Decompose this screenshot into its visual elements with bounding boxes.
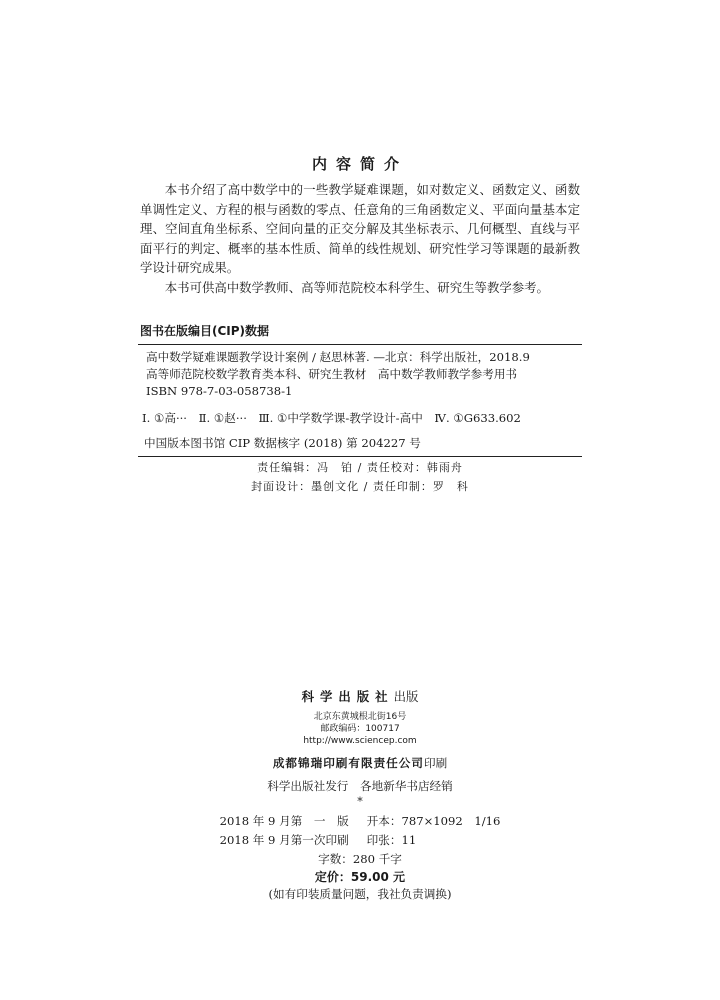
edition-row (220, 812, 501, 831)
quality-notice: (如有印装质量问题，我社负责调换) (268, 887, 452, 901)
publisher-name: 科学出版社 (301, 689, 394, 704)
format-size: 开本：787×1092 1/16 (366, 814, 501, 828)
print-sheets: 印张：11 (366, 833, 417, 847)
word-count: 字数：280 千字 (318, 852, 402, 866)
publisher-address-block (0, 711, 720, 747)
edition-table (220, 812, 501, 850)
publisher-name-suffix: 出版 (393, 689, 419, 704)
staff-line-design: 封面设计：墨创文化 / 责任印制：罗 科 (251, 480, 469, 493)
cip-line-title: 高中数学疑难课题教学设计案例 / 赵思林著. —北京：科学出版社，2018.9 (146, 350, 530, 364)
publisher-postcode: 邮政编码：100717 (320, 724, 400, 734)
publisher-line (0, 687, 720, 705)
cip-check-number: 中国版本图书馆 CIP 数据核字 (2018) 第 204227 号 (144, 436, 421, 450)
printer-name: 成都锦瑞印刷有限责任公司 (272, 756, 424, 770)
edition-date: 2018 年 9 月第 一 版 (219, 814, 349, 828)
cip-line-isbn: ISBN 978-7-03-058738-1 (146, 384, 293, 398)
intro-text (140, 180, 580, 298)
intro-paragraph-2: 本书可供高中数学教师、高等师范院校本科学生、研究生等教学参考。 (164, 279, 549, 295)
intro-title: 内容简介 (311, 155, 408, 173)
imprint-block (0, 687, 720, 886)
publisher-url: http://www.sciencep.com (303, 736, 417, 746)
staff-line-editors: 责任编辑：冯 铂 / 责任校对：韩雨舟 (257, 461, 463, 474)
cip-record (138, 345, 582, 404)
printer-line (0, 755, 720, 771)
printer-suffix: 印刷 (423, 756, 448, 770)
cip-title: 图书在版编目(CIP)数据 (140, 324, 270, 338)
publisher-address: 北京东黄城根北街16号 (313, 712, 407, 722)
cip-bottom-rule (138, 456, 582, 457)
cip-data-block (138, 322, 582, 457)
edition-row (220, 831, 501, 850)
intro-paragraph-1: 本书介绍了高中数学中的一些教学疑难课题，如对数定义、函数定义、函数单调性定义、方程的根与函数的零点、任意角的三角函数定义、平面向量基本定理、空间直角坐标系、空间向量的正交分解及其坐标表示、几何概型、直线与平面平行的判定、概率的基本性质、简单的线性规划、研究性学习等课题的最新教学设计研究成果。 (140, 182, 580, 276)
cip-classification: Ⅰ. ①高··· Ⅱ. ①赵··· Ⅲ. ①中学数学课-教学设计-高中 Ⅳ. ①G633.602 (142, 411, 521, 425)
printing-date: 2018 年 9 月第一次印刷 (219, 833, 349, 847)
separator-star: * (357, 795, 363, 808)
distribution-line: 科学出版社发行 各地新华书店经销 (267, 779, 453, 793)
cip-line-series: 高等师范院校数学教育类本科、研究生教材 高中数学教师教学参考用书 (146, 367, 518, 381)
price: 定价：59.00 元 (314, 870, 406, 884)
